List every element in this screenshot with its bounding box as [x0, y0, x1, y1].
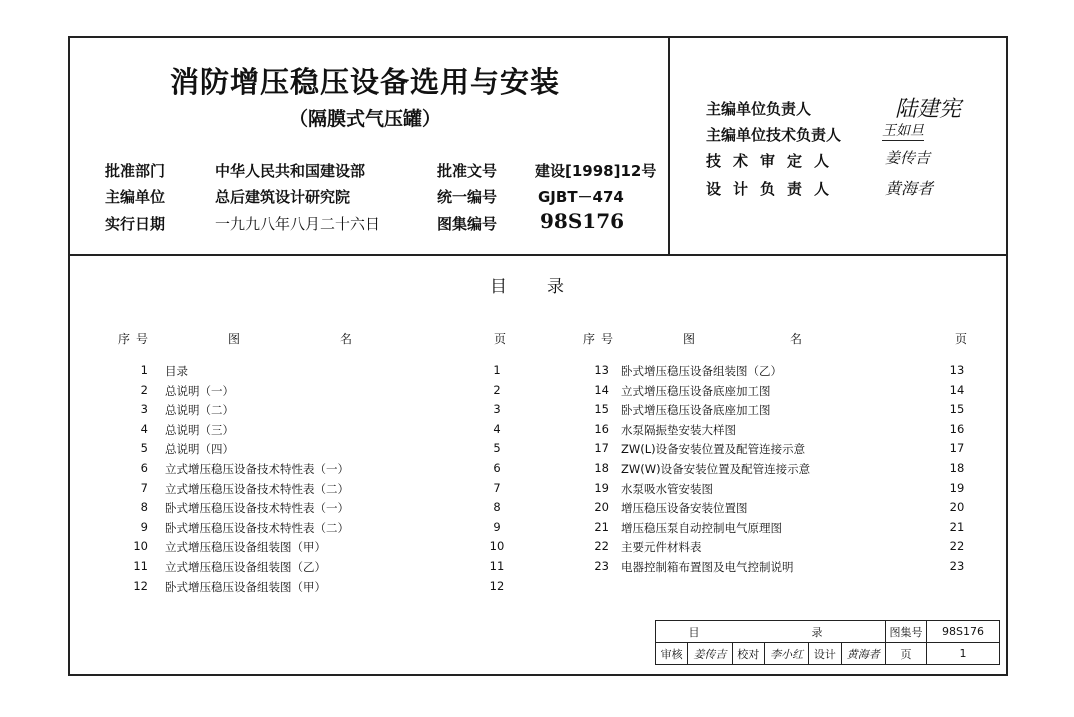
toc-row-number: 23 — [594, 559, 609, 573]
toc-row-name: 目录 — [165, 364, 188, 378]
toc-row-name: 立式增压稳压设备组装图（乙） — [165, 560, 326, 574]
toc-row-number: 6 — [140, 461, 148, 475]
page-title: 消防增压稳压设备选用与安装 — [169, 65, 560, 99]
toc-row-name: 立式增压稳压设备技术特性表（一） — [165, 462, 349, 476]
toc-row-number: 3 — [140, 402, 148, 417]
approval-dept: 中华人民共和国建设部 — [215, 162, 366, 180]
toc-row-name: ZW(L)设备安装位置及配管连接示意 — [621, 442, 806, 457]
responsible-label-3: 技术审定人 — [706, 152, 842, 170]
toc-row-page: 21 — [949, 519, 965, 534]
toc-row-name: 立式增压稳压设备底座加工图 — [621, 383, 771, 398]
toc-row-number: 1 — [140, 363, 148, 377]
col-no-left: 序号 — [118, 332, 155, 346]
design-label: 设计 — [809, 643, 841, 665]
toc-row-page: 11 — [489, 559, 505, 573]
atlas-no-label: 图集编号 — [437, 215, 498, 233]
toc-row-name: 水泵隔振垫安装大样图 — [621, 422, 736, 437]
toc-row-name: 总说明（三） — [165, 422, 234, 437]
toc-row-name: 立式增压稳压设备组装图（甲） — [165, 540, 326, 555]
toc-row-page: 19 — [949, 480, 965, 495]
toc-row-number: 13 — [594, 363, 609, 377]
check-label: 校对 — [732, 643, 764, 665]
editor-unit: 总后建筑设计研究院 — [215, 188, 351, 206]
col-name-right: 图名 — [683, 332, 898, 346]
toc-row-number: 19 — [594, 480, 609, 495]
toc-row-number: 18 — [594, 461, 609, 475]
toc-row-number: 10 — [133, 539, 148, 554]
toc-row-number: 4 — [140, 421, 148, 436]
toc-row-number: 2 — [140, 382, 148, 397]
toc-row-name: 总说明（一） — [165, 383, 234, 398]
col-page-right: 页 — [955, 332, 968, 346]
toc-row-name: 卧式增压稳压设备组装图（乙） — [621, 364, 782, 378]
toc-row-name: 卧式增压稳压设备组装图（甲） — [165, 579, 326, 594]
toc-row-name: 总说明（二） — [165, 403, 234, 418]
toc-row-page: 20 — [949, 500, 965, 515]
toc-row-page: 4 — [493, 421, 501, 436]
toc-row-number: 12 — [133, 578, 148, 593]
col-no-right: 序号 — [583, 332, 620, 346]
atlas-no: 98S176 — [540, 209, 625, 233]
responsible-label-4: 设计负责人 — [706, 180, 842, 198]
toc-row-page: 10 — [489, 539, 505, 554]
toc-row-page: 8 — [493, 500, 501, 515]
toc-row-number: 11 — [133, 559, 148, 573]
toc-row-number: 15 — [594, 402, 609, 417]
approval-doc: 建设[1998]12号 — [535, 162, 657, 180]
toc-row-name: 卧式增压稳压设备技术特性表（二） — [165, 520, 349, 535]
header-divider — [68, 254, 1008, 256]
toc-row-page: 17 — [949, 441, 965, 456]
toc-row-number: 5 — [140, 441, 148, 456]
unified-no-label: 统一编号 — [437, 188, 498, 206]
toc-title: 目录 — [490, 277, 604, 297]
signature-2: 王如旦 — [882, 120, 924, 141]
toc-row-number: 21 — [594, 519, 609, 534]
impl-date-label: 实行日期 — [105, 215, 166, 233]
toc-row-number: 14 — [594, 382, 609, 397]
toc-row-name: 水泵吸水管安装图 — [621, 481, 713, 496]
toc-row-name: 增压稳压设备安装位置图 — [621, 501, 748, 516]
title-block-name: 目 录 — [656, 621, 886, 643]
toc-row-page: 22 — [949, 539, 965, 554]
header-vertical-divider — [668, 36, 670, 255]
check-signature: 李小红 — [764, 643, 808, 665]
responsible-label-1: 主编单位负责人 — [706, 100, 812, 118]
toc-row-page: 12 — [489, 578, 505, 593]
toc-row-number: 17 — [594, 441, 609, 456]
approval-doc-label: 批准文号 — [437, 162, 498, 180]
toc-row-number: 7 — [140, 480, 148, 495]
title-block-atlas-no: 98S176 — [927, 621, 1000, 643]
toc-row-page: 1 — [493, 363, 501, 377]
toc-row-page: 9 — [493, 519, 501, 534]
signature-1: 陆建宪 — [895, 97, 962, 122]
col-name-left: 图名 — [228, 332, 453, 346]
toc-row-name: 卧式增压稳压设备技术特性表（一） — [165, 501, 349, 516]
toc-row-number: 16 — [594, 421, 609, 436]
toc-row-page: 7 — [493, 480, 501, 495]
page-number: 1 — [927, 643, 1000, 665]
page-subtitle: （隔膜式气压罐） — [288, 108, 441, 130]
toc-row-page: 13 — [949, 363, 965, 377]
toc-row-page: 16 — [949, 421, 965, 436]
toc-row-name: 主要元件材料表 — [621, 540, 702, 555]
toc-row-number: 22 — [594, 539, 609, 554]
toc-row-name: ZW(W)设备安装位置及配管连接示意 — [621, 462, 811, 476]
col-page-left: 页 — [494, 332, 507, 346]
toc-row-number: 8 — [140, 500, 148, 515]
toc-row-name: 总说明（四） — [165, 442, 234, 457]
design-signature: 黄海者 — [841, 643, 885, 665]
signature-3: 姜传吉 — [885, 149, 931, 167]
toc-row-name: 增压稳压泵自动控制电气原理图 — [621, 520, 782, 535]
toc-row-page: 6 — [493, 461, 501, 475]
title-block-atlas-label: 图集号 — [886, 621, 927, 643]
toc-row-name: 电器控制箱布置图及电气控制说明 — [621, 560, 794, 574]
editor-unit-label: 主编单位 — [105, 188, 166, 206]
toc-row-page: 14 — [949, 382, 965, 397]
review-label: 审核 — [656, 643, 688, 665]
toc-row-page: 3 — [493, 402, 501, 417]
toc-row-page: 15 — [949, 402, 965, 417]
page-label: 页 — [886, 643, 927, 665]
toc-row-name: 卧式增压稳压设备底座加工图 — [621, 403, 771, 418]
toc-row-number: 20 — [594, 500, 609, 515]
title-block — [655, 620, 1000, 665]
toc-row-page: 23 — [949, 559, 965, 573]
approval-dept-label: 批准部门 — [105, 162, 166, 180]
toc-row-page: 5 — [493, 441, 501, 456]
responsible-label-2: 主编单位技术负责人 — [706, 126, 842, 144]
toc-row-page: 18 — [949, 461, 965, 475]
unified-no: GJBT－474 — [538, 188, 624, 206]
impl-date: 一九九八年八月二十六日 — [215, 215, 381, 233]
toc-row-name: 立式增压稳压设备技术特性表（二） — [165, 481, 349, 496]
toc-row-page: 2 — [493, 382, 501, 397]
signature-4: 黄海者 — [885, 179, 934, 198]
review-signature: 姜传吉 — [688, 643, 732, 665]
toc-row-number: 9 — [140, 519, 148, 534]
